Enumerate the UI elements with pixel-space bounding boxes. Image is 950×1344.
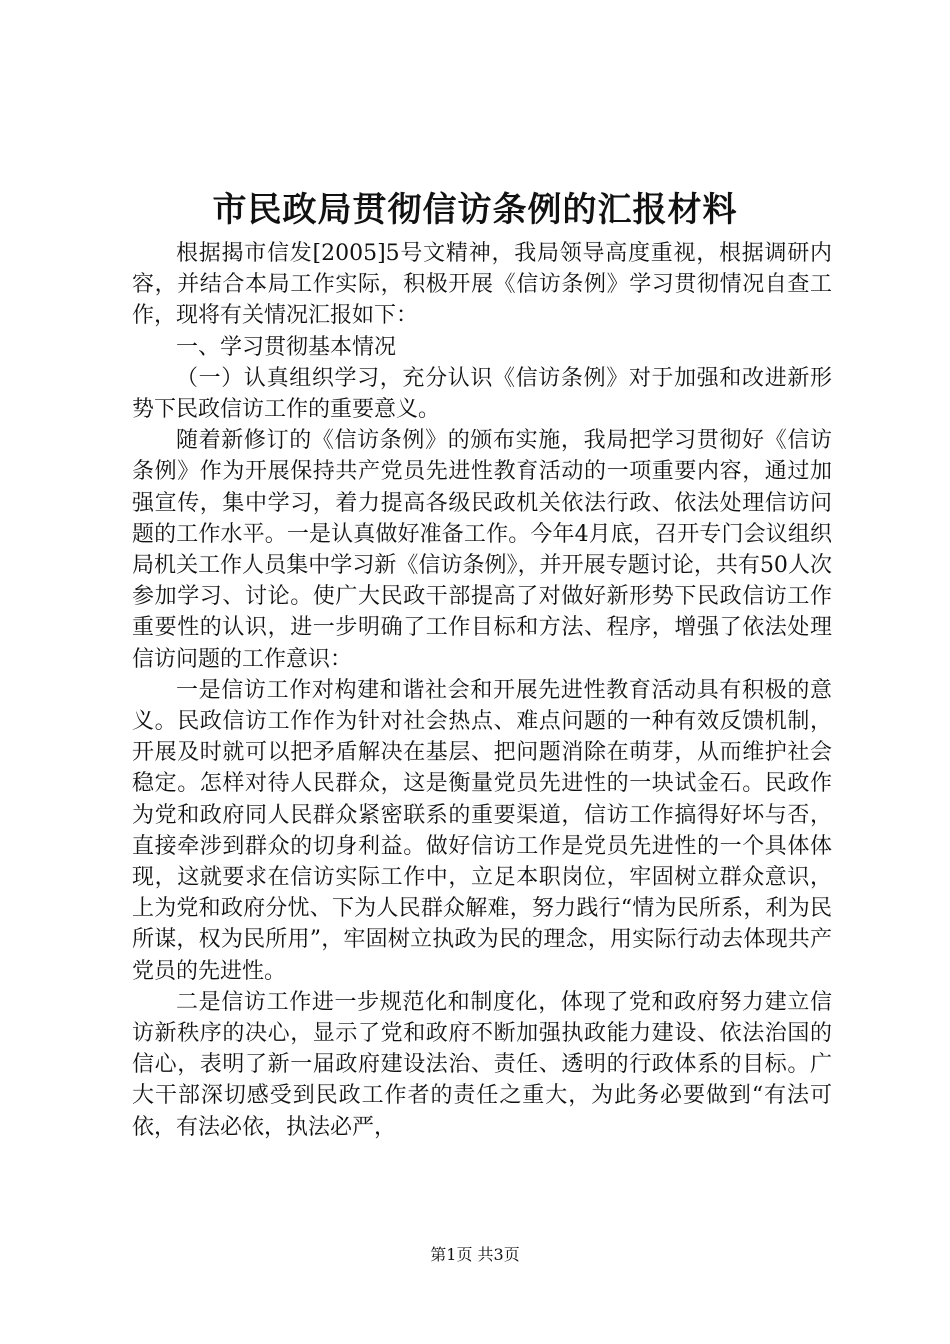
- document-body: [132, 238, 832, 1143]
- paragraph-study: 随着新修订的《信访条例》的颁布实施，我局把学习贯彻好《信访条例》作为开展保持共产党员先进性教育活动的一项重要内容，通过加强宣传，集中学习，着力提高各级民政机关依法行政、依法处理信访问题的工作水平。一是认真做好准备工作。今年4月底，召开专门会议组织局机关工作人员集中学习新《信访条例》，并开展专题讨论，共有50人次参加学习、讨论。使广大民政干部提高了对做好新形势下民政信访工作重要性的认识，进一步明确了工作目标和方法、程序，增强了依法处理信访问题的工作意识：: [132, 428, 832, 672]
- paragraph-point-two: 二是信访工作进一步规范化和制度化，体现了党和政府努力建立信访新秩序的决心，显示了党和政府不断加强执政能力建设、依法治国的信心，表明了新一届政府建设法治、责任、透明的行政体系的目标。广大干部深切感受到民政工作者的责任之重大，为此务必要做到“有法可依，有法必依，执法必严，: [132, 989, 832, 1140]
- document-title: 市民政局贯彻信访条例的汇报材料: [212, 190, 738, 230]
- page-footer: 第1页 共3页: [430, 1245, 520, 1264]
- paragraph-point-one: 一是信访工作对构建和谐社会和开展先进性教育活动具有积极的意义。民政信访工作作为针对社会热点、难点问题的一种有效反馈机制，开展及时就可以把矛盾解决在基层、把问题消除在萌芽，从而维护社会稳定。怎样对待人民群众，这是衡量党员先进性的一块试金石。民政作为党和政府同人民群众紧密联系的重要渠道，信访工作搞得好坏与否，直接牵涉到群众的切身利益。做好信访工作是党员先进性的一个具体体现，这就要求在信访实际工作中，立足本职岗位，牢固树立群众意识，上为党和政府分忧、下为人民群众解难，努力践行“情为民所系，利为民所谋，权为民所用”，牢固树立执政为民的理念，用实际行动去体现共产党员的先进性。: [132, 677, 832, 984]
- subsection-heading: （一）认真组织学习，充分认识《信访条例》对于加强和改进新形势下民政信访工作的重要意义。: [132, 365, 832, 423]
- paragraph-intro: 根据揭市信发[2005]5号文精神，我局领导高度重视，根据调研内容，并结合本局工作实际，积极开展《信访条例》学习贯彻情况自查工作，现将有关情况汇报如下：: [132, 241, 832, 329]
- section-heading: 一、学习贯彻基本情况: [176, 334, 397, 360]
